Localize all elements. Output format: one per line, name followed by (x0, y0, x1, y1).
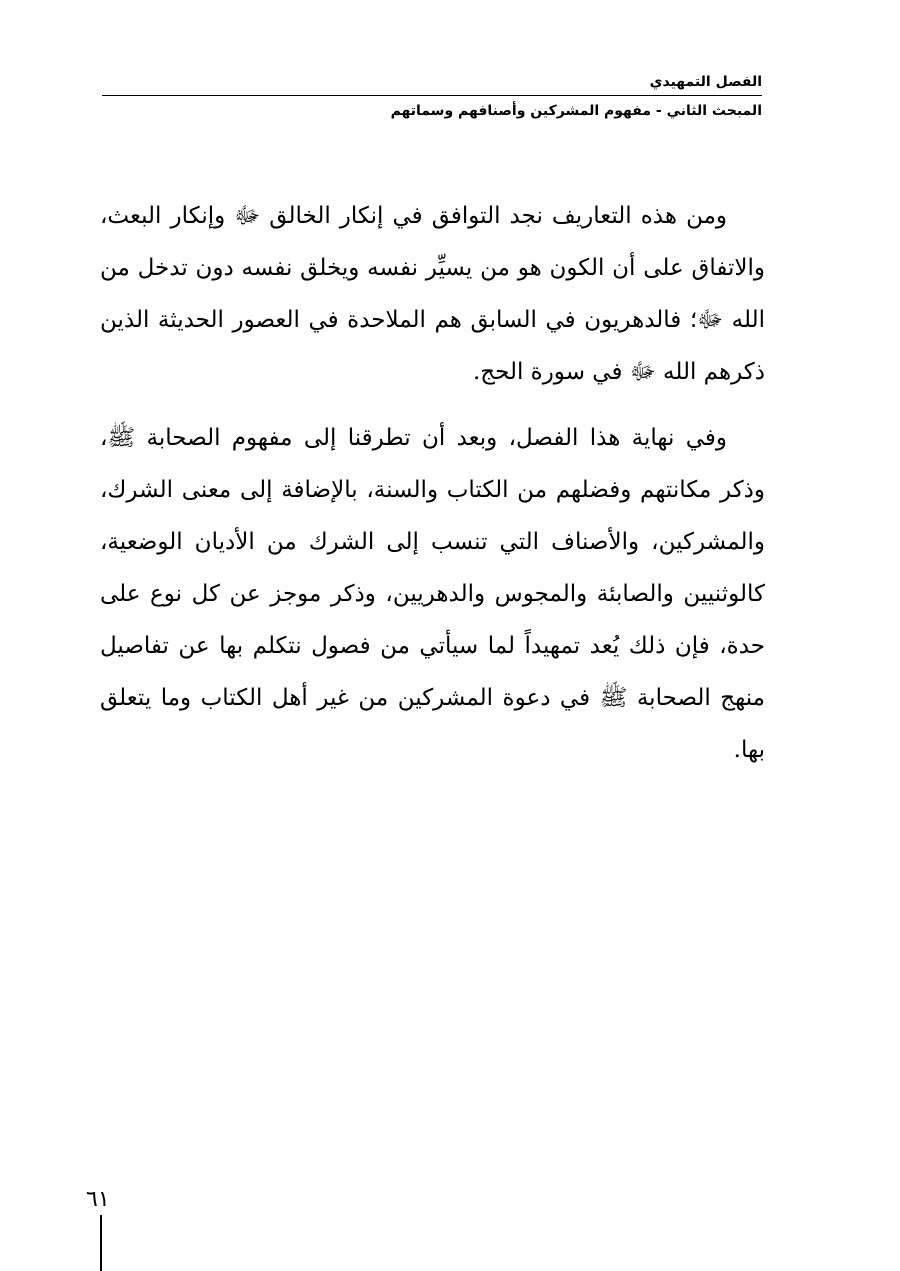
body-text (100, 190, 765, 776)
chapter-title: الفصل التمهيدي (102, 72, 762, 96)
paragraph: وفي نهاية هذا الفصل، وبعد أن تطرقنا إلى مفهوم الصحابة ﷺ، وذكر مكانتهم وفضلهم من الكتاب والسنة، بالإضافة إلى معنى الشرك، والمشركين، والأصناف التي تنسب إلى الشرك من الأديان الوضعية، كالوثنيين والصابئة والمجوس والدهريين، وذكر موجز عن كل نوع على حدة، فإن ذلك يُعد تمهيداً لما سيأتي من فصول نتكلم بها عن تفاصيل منهج الصحابة ﷺ في دعوة المشركين من غير أهل الكتاب وما يتعلق بها. (100, 425, 765, 763)
footer-margin-rule (100, 1215, 102, 1271)
running-header (102, 72, 762, 121)
page-number: ٦١ (86, 1187, 110, 1212)
section-title: المبحث الثاني - مفهوم المشركين وأصنافهم وسماتهم (390, 103, 762, 119)
paragraph: ومن هذه التعاريف نجد التوافق في إنكار الخالق ﷻ وإنكار البعث، والاتفاق على أن الكون هو من يسيِّر نفسه ويخلق نفسه دون تدخل من الله ﷻ؛ فالدهريون في السابق هم الملاحدة في العصور الحديثة الذين ذكرهم الله ﷻ في سورة الحج. (100, 203, 765, 385)
